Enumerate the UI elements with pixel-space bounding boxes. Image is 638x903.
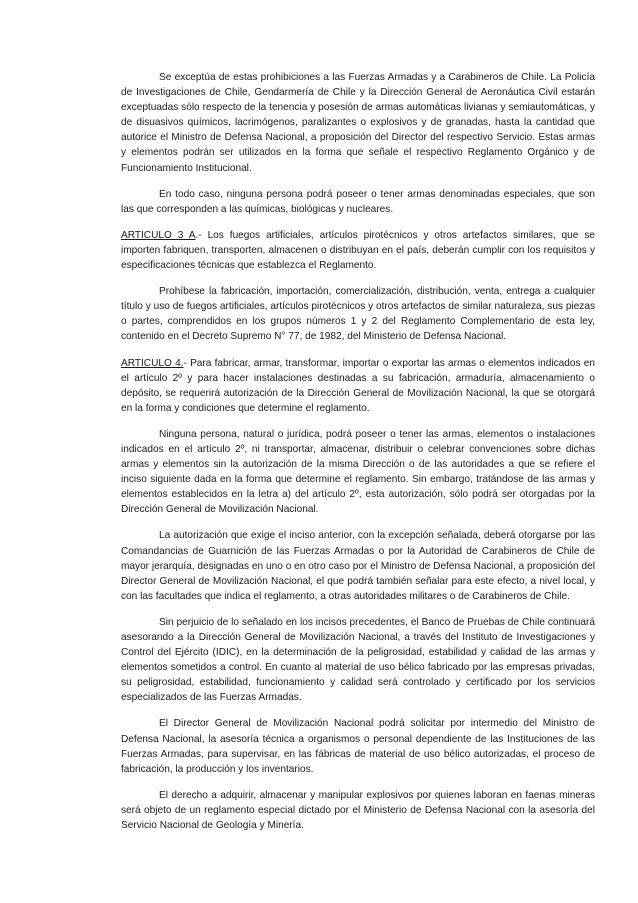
- paragraph-text: Prohíbese la fabricación, importación, comercialización, distribución, venta, entrega a cualquier título y uso de fuegos artificiales, artículos pirotécnicos y otros artefactos de similar naturaleza, sus piezas o partes, comprendidos en los grupos números 1 y 2 del Reglamento Complementario de esta ley, contenido en el Decreto Supremo N° 77, de 1982, del Ministerio de Defensa Nacional.: [121, 286, 595, 343]
- paragraph-article-3a: [121, 228, 595, 273]
- paragraph-text: - Para fabricar, armar, transformar, importar o exportar las armas o elementos indicados en el artículo 2º y para hacer instalaciones destinadas a su fabricación, armaduría, almacenamiento o depósito, se requerirá autorización de la Dirección General de Movilización Nacional, la que se otorgará en la forma y condiciones que determine el reglamento.: [121, 357, 596, 414]
- paragraph-mining-explosives: [121, 788, 595, 833]
- paragraph-authorization: [121, 528, 595, 603]
- paragraph-text: El Director General de Movilización Nacional podrá solicitar por intermedio del Ministro de Defensa Nacional, la asesoría técnica a organismos o personal dependiente de las Instituciones de las Fuerzas Armadas, para supervisar, en las fábricas de material de uso bélico autorizadas, el proceso de fabricación, la producción y los inventarios.: [121, 718, 595, 775]
- paragraph-technical-advice: [121, 716, 595, 776]
- paragraph-text: La autorización que exige el inciso anterior, con la excepción señalada, deberá otorgarse por las Comandancias de Guarnición de las Fuerzas Armadas o por la Autoridad de Carabineros de Chile de mayor jerarquía, designadas en uno o en otro caso por el Ministro de Defensa Nacional, a proposición del Director General de Movilización Nacional, el que podrá también señalar para este efecto, a nivel local, y con las facultades que indica el reglamento, a otras autoridades militares o de Carabineros de Chile.: [121, 530, 595, 602]
- paragraph-exceptions: [121, 70, 595, 176]
- article-heading: ARTICULO 3 A: [121, 229, 196, 241]
- paragraph-test-bench: [121, 615, 595, 706]
- document-page: [121, 70, 595, 844]
- paragraph-text: Sin perjuicio de lo señalado en los incisos precedentes, el Banco de Pruebas de Chile continuará asesorando a la Dirección General de Movilización Nacional, a través del Instituto de Investigaciones y Control del Ejército (IDIC), en la determinación de la peligrosidad, estabilidad y calidad de las armas y elementos sometidos a control. En cuanto al material de uso bélico fabricado por las empresas privadas, su peligrosidad, estabilidad, funcionamiento y calidad será controlado y certificado por los servicios especializados de las Fuerzas Armadas.: [121, 616, 595, 704]
- paragraph-text: Ninguna persona, natural o jurídica, podrá poseer o tener las armas, elementos o instalaciones indicados en el artículo 2º, ni transportar, almacenar, distribuir o celebrar convenciones sobre dichas armas y elementos sin la autorización de la misma Dirección o de las autoridades a que se refiere el inciso siguiente dada en la forma que determine el reglamento. Sin embargo, tratándose de las armas y elementos establecidos en la letra a) del artículo 2º, esta autorización, sólo podrá ser otorgadas por la Dirección General de Movilización Nacional.: [121, 428, 595, 516]
- article-heading: ARTICULO 4.: [121, 357, 184, 369]
- paragraph-special-weapons: [121, 187, 595, 217]
- paragraph-text: Se exceptúa de estas prohibiciones a las Fuerzas Armadas y a Carabineros de Chile. La Policía de Investigaciones de Chile, Gendarmería de Chile y la Dirección General de Aeronáutica Civil estarán exceptuadas sólo respecto de la tenencia y posesión de armas automáticas livianas y semiautomáticas, y de disuasivos químicos, lacrimógenos, paralizantes o explosivos y de granadas, hasta la cantidad que autorice el Ministro de Defensa Nacional, a proposición del Director del respectivo Servicio. Estas armas y elementos podrán ser utilizados en la forma que señale el respectivo Reglamento Orgánico y de Funcionamiento Institucional.: [121, 72, 595, 174]
- paragraph-article-4: [121, 356, 595, 416]
- paragraph-text: .- Los fuegos artificiales, artículos pirotécnicos y otros artefactos similares, que se importen fabriquen, transporten, almacenen o distribuyan en el país, deberán cumplir con los requisitos y especificaciones técnicas que establezca el Reglamento.: [121, 229, 595, 272]
- paragraph-fireworks-prohibition: [121, 284, 595, 344]
- paragraph-text: En todo caso, ninguna persona podrá poseer o tener armas denominadas especiales, que son las que corresponden a las químicas, biológicas y nucleares.: [121, 188, 595, 215]
- paragraph-text: El derecho a adquirir, almacenar y manipular explosivos por quienes laboran en faenas mineras será objeto de un reglamento especial dictado por el Ministerio de Defensa Nacional con la asesoría del Servicio Nacional de Geología y Minería.: [121, 789, 595, 832]
- paragraph-no-person: [121, 427, 595, 518]
